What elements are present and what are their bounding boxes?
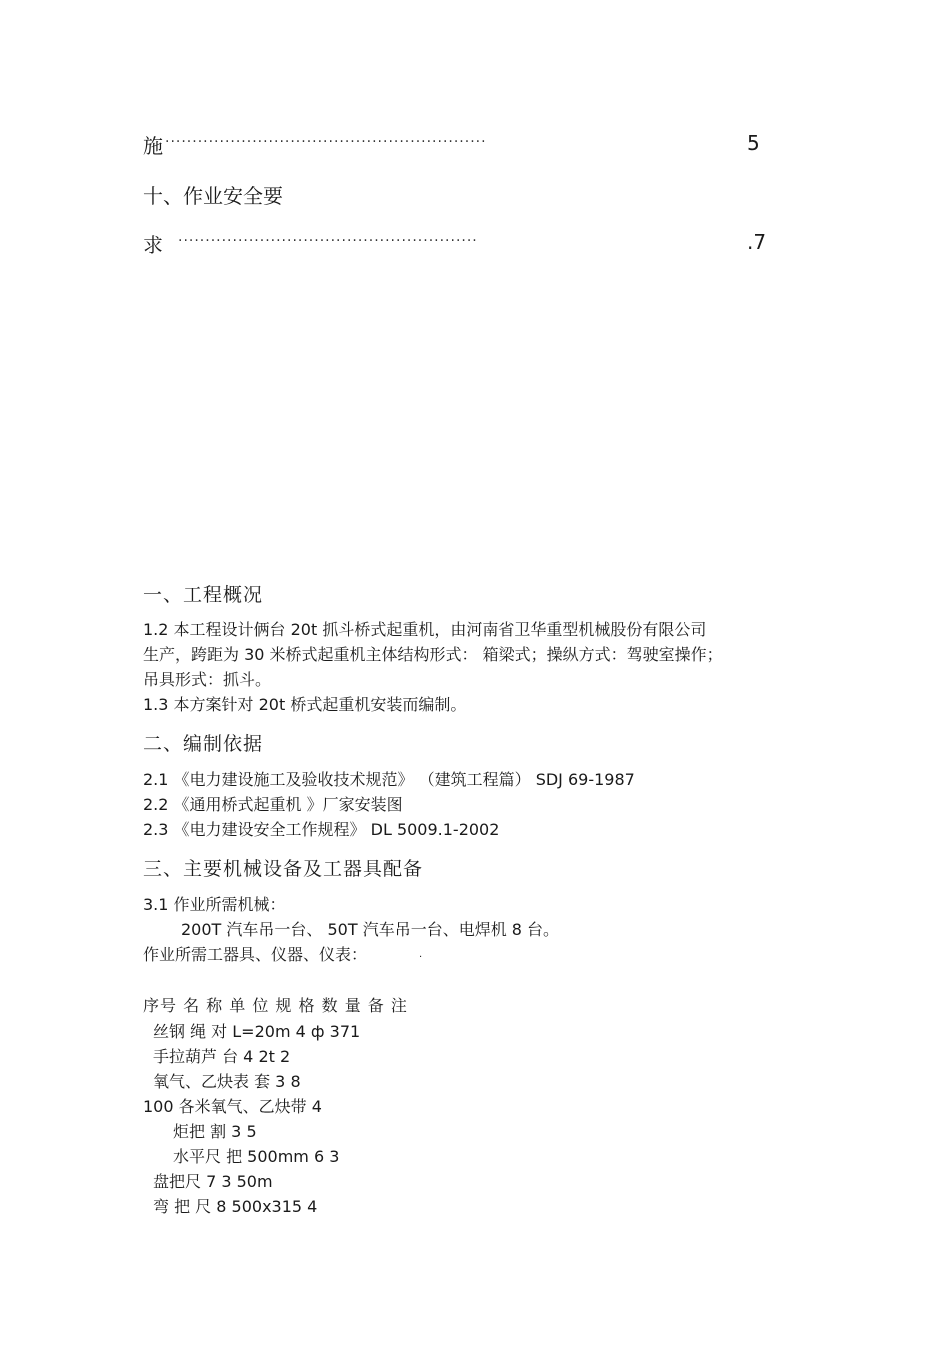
paragraph-line: 200T 汽车吊一台、 50T 汽车吊一台、电焊机 8 台。 (181, 920, 560, 939)
paragraph-line: 1.2 本工程设计俩台 20t 抓斗桥式起重机，由河南省卫华重型机械股份有限公司 (143, 620, 707, 639)
toc-dot-leader: ··························································· (165, 134, 487, 150)
table-row: 丝钢 绳 对 L=20m 4 ф 371 (153, 1022, 361, 1041)
section-heading: 二、编制依据 (143, 733, 264, 755)
toc-entry-text: 施 (143, 134, 163, 158)
toc-entry-text: 求 (143, 233, 163, 257)
table-row: 手拉葫芦 台 4 2t 2 (153, 1047, 291, 1066)
toc-dot-leader: ······················································· (178, 233, 478, 249)
paragraph-line: 作业所需工器具、仪器、仪表： (143, 945, 368, 964)
paragraph-line: 3.1 作业所需机械： (143, 895, 286, 914)
paragraph-line: 1.3 本方案针对 20t 桥式起重机安装而编制。 (143, 695, 467, 714)
stray-mark: . (419, 949, 423, 960)
reference-item: 2.2 《通用桥式起重机 》厂家安装图 (143, 795, 403, 814)
table-row: 100 各米氧气、乙炔带 4 (143, 1097, 322, 1116)
table-row: 氧气、乙炔表 套 3 8 (153, 1072, 301, 1091)
table-row: 水平尺 把 500mm 6 3 (173, 1147, 340, 1166)
toc-page-number: .7 (747, 230, 767, 254)
paragraph-line: 吊具形式：抓斗。 (143, 670, 272, 689)
paragraph-line: 生产，跨距为 30 米桥式起重机主体结构形式： 箱梁式；操纵方式：驾驶室操作； (143, 645, 723, 664)
reference-item: 2.1 《电力建设施工及验收技术规范》 （建筑工程篇） SDJ 69-1987 (143, 770, 635, 789)
table-row: 弯 把 尺 8 500x315 4 (153, 1197, 318, 1216)
section-heading: 三、主要机械设备及工器具配备 (143, 858, 424, 880)
table-row: 炬把 割 3 5 (173, 1122, 257, 1141)
section-heading: 一、工程概况 (143, 584, 264, 606)
table-header: 序号 名 称 单 位 规 格 数 量 备 注 (143, 996, 408, 1015)
toc-page-number: 5 (747, 131, 760, 155)
toc-entry-title: 十、作业安全要 (143, 184, 283, 208)
table-row: 盘把尺 7 3 50m (153, 1172, 273, 1191)
reference-item: 2.3 《电力建设安全工作规程》 DL 5009.1-2002 (143, 820, 500, 839)
